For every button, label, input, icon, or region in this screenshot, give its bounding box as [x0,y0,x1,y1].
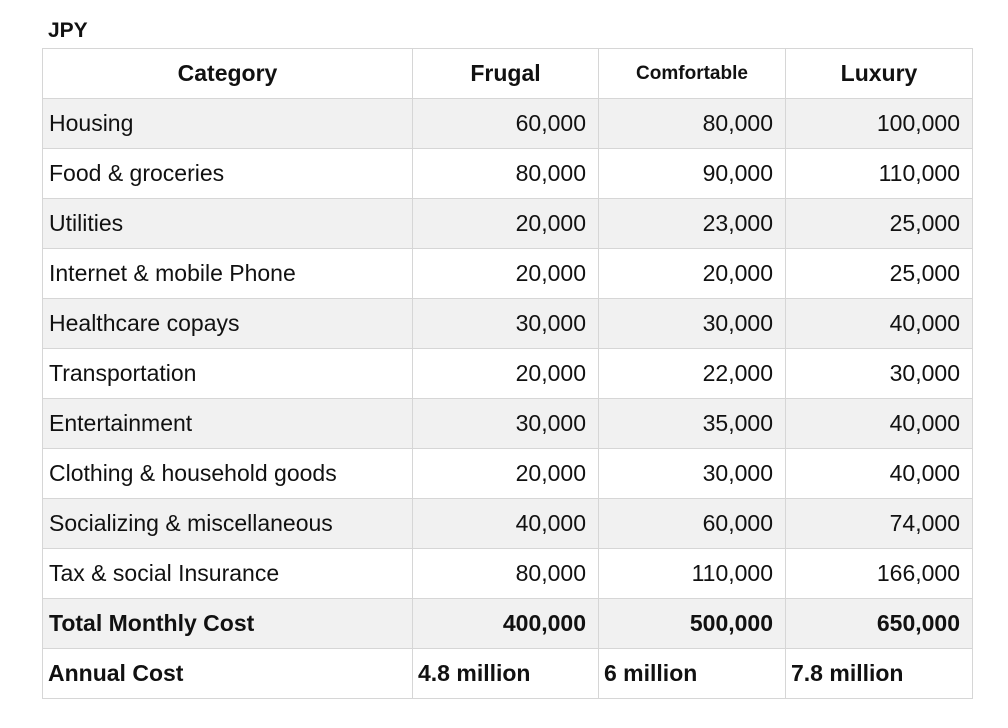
frugal-cell: 30,000 [413,299,599,349]
annual-frugal: 4.8 million [413,649,599,699]
category-cell: Entertainment [43,399,413,449]
table-row [43,499,973,549]
frugal-cell: 80,000 [413,149,599,199]
table-row [43,199,973,249]
table-row [43,99,973,149]
luxury-cell: 25,000 [786,249,973,299]
frugal-cell: 20,000 [413,249,599,299]
category-cell: Internet & mobile Phone [43,249,413,299]
comfortable-cell: 60,000 [599,499,786,549]
table-row [43,549,973,599]
luxury-cell: 30,000 [786,349,973,399]
table-row [43,449,973,499]
comfortable-cell: 23,000 [599,199,786,249]
total-luxury: 650,000 [786,599,973,649]
cost-of-living-table [42,48,973,699]
luxury-cell: 166,000 [786,549,973,599]
comfortable-cell: 80,000 [599,99,786,149]
category-cell: Utilities [43,199,413,249]
currency-label: JPY [48,19,88,42]
total-comfortable: 500,000 [599,599,786,649]
frugal-cell: 20,000 [413,349,599,399]
table-row [43,299,973,349]
frugal-cell: 30,000 [413,399,599,449]
comfortable-cell: 20,000 [599,249,786,299]
luxury-cell: 74,000 [786,499,973,549]
category-cell: Housing [43,99,413,149]
frugal-cell: 40,000 [413,499,599,549]
category-cell: Tax & social Insurance [43,549,413,599]
luxury-cell: 40,000 [786,449,973,499]
category-cell: Healthcare copays [43,299,413,349]
frugal-cell: 20,000 [413,449,599,499]
annual-label: Annual Cost [43,649,413,699]
comfortable-cell: 30,000 [599,449,786,499]
frugal-cell: 80,000 [413,549,599,599]
header-luxury: Luxury [786,49,973,99]
category-cell: Clothing & household goods [43,449,413,499]
total-frugal: 400,000 [413,599,599,649]
total-label: Total Monthly Cost [43,599,413,649]
luxury-cell: 40,000 [786,399,973,449]
category-cell: Socializing & miscellaneous [43,499,413,549]
frugal-cell: 60,000 [413,99,599,149]
luxury-cell: 40,000 [786,299,973,349]
annual-luxury: 7.8 million [786,649,973,699]
comfortable-cell: 30,000 [599,299,786,349]
category-cell: Food & groceries [43,149,413,199]
comfortable-cell: 110,000 [599,549,786,599]
comfortable-cell: 35,000 [599,399,786,449]
header-category: Category [43,49,413,99]
luxury-cell: 100,000 [786,99,973,149]
luxury-cell: 25,000 [786,199,973,249]
comfortable-cell: 22,000 [599,349,786,399]
header-comfortable: Comfortable [599,49,786,99]
table-row [43,399,973,449]
annual-cost-row [43,649,973,699]
luxury-cell: 110,000 [786,149,973,199]
table-row [43,249,973,299]
category-cell: Transportation [43,349,413,399]
table-row [43,349,973,399]
frugal-cell: 20,000 [413,199,599,249]
header-row [43,49,973,99]
comfortable-cell: 90,000 [599,149,786,199]
header-frugal: Frugal [413,49,599,99]
total-monthly-row [43,599,973,649]
annual-comfortable: 6 million [599,649,786,699]
table-row [43,149,973,199]
